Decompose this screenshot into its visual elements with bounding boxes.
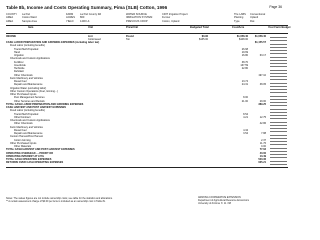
row-item-label: Repairs and Maintenance	[14, 83, 43, 87]
row-total-per-acre: 7.88	[261, 132, 266, 135]
row-item-label: CASH HARVEST AND POST HARVEST EXPENSES	[6, 106, 66, 109]
header-column-4	[234, 14, 265, 24]
row-cost-per-acre: 24.31	[241, 83, 248, 87]
row-item-label: CASH LABOR PREPARATION AND GROWING EXPENSES (including labor tax)	[6, 41, 100, 44]
row-item-label: Other/Contract	[14, 115, 31, 119]
row-cost-per-acre: 4.21	[243, 115, 248, 119]
header-key: COUNTY	[6, 13, 17, 16]
row-item-label: Farm Machinery and Vehicles	[10, 76, 43, 80]
row-item-label: TOTAL CASH OPERATING EXPENSES	[6, 158, 52, 161]
row-item-label: Defoliant	[14, 70, 24, 74]
header-value: Flat	[250, 19, 255, 23]
row-total-per-acre: 635.21	[258, 161, 266, 165]
row-total-per-acre: 38.05	[259, 83, 266, 87]
header-value: Sample Area	[22, 19, 37, 23]
row-cost-per-acre: 8.54	[243, 112, 248, 116]
header-key: WATER SOURCE	[126, 13, 147, 16]
row-cost-per-acre: 22.80	[241, 67, 248, 70]
row-total-per-acre: 520.36	[258, 158, 266, 161]
row-cost-per-acre: 21.00	[241, 99, 248, 103]
header-value: Conventional	[250, 13, 266, 16]
department-name: Department of Agricultural Resource Economics	[198, 199, 249, 202]
table-row	[0, 161, 300, 164]
row-cost-per-acre: 13.74	[241, 80, 248, 83]
row-total-per-acre: $1,058.40	[254, 34, 266, 38]
row-item-label: RETURNS OVER CASH OPERATING EXPENSES	[6, 161, 64, 165]
header-key: ACRES	[66, 16, 75, 20]
row-budget-total: $0.90	[201, 34, 208, 38]
row-cost-per-acre: 3.54	[243, 132, 248, 135]
row-item-label: Pest Management Services	[14, 96, 45, 100]
row-item-label: OPERATING OVERHEAD --- PROFIT OR	[6, 151, 54, 155]
col-head-item: Item	[28, 25, 34, 29]
row-item-label: Irrigation	[14, 54, 24, 57]
row-item-label: INCOME	[6, 34, 16, 38]
row-item-label: TOTAL CASH HARVEST AND POST HARVEST EXPENSES	[6, 148, 75, 152]
header-key: PREVIOUS CROP	[126, 19, 148, 23]
row-total-per-acre: 11.76	[259, 141, 266, 145]
col-head-cost: Cost/Acre	[232, 25, 245, 29]
header-column-1	[6, 14, 37, 24]
row-cost-per-acre: 137.59	[240, 63, 248, 67]
header-key: AREA	[6, 16, 14, 20]
row-total-per-acre: 77.62	[259, 148, 266, 152]
header-value: 1400 Lb	[80, 19, 90, 23]
row-item-label: Cotton Ginning	[14, 138, 31, 142]
header-value: CRIT Irrigation Project	[162, 13, 188, 16]
row-item-label: Other Chemicals	[14, 122, 33, 126]
row-item-label: Fertilizer	[14, 60, 24, 64]
row-item-label: Fixed Labor (including benefits)	[10, 109, 45, 113]
footer-institution	[198, 197, 288, 206]
footnote-2: ** A certain assessment charge of $0.00 per Acre is included as an ownership cost in Table 8c.	[6, 200, 106, 203]
row-cost-per-acre: 8.00	[243, 96, 248, 100]
row-item-label: Hand	[14, 50, 20, 54]
row-item-label: Insecticide	[14, 63, 26, 67]
col-head-price: Price/Unit	[126, 25, 139, 29]
row-item-label: Diesel Fuel	[14, 128, 27, 132]
row-item-label: Other Services and Rentals	[14, 99, 45, 103]
row-cost-per-acre: $1,058.40	[236, 34, 248, 38]
col-head-budget: Budgeted Total	[190, 25, 209, 29]
row-item-label: Custom Harvest/Post Harvest	[10, 135, 43, 139]
header-value: Cotton-Ward	[22, 16, 37, 20]
row-total-per-acre: 389.25	[258, 102, 266, 106]
row-item-label: Other Purchased Inputs	[10, 141, 37, 145]
row-price-unit: Pound	[126, 34, 134, 38]
row-item-label: TOTAL CASH LABOR PREPARATION AND GROWING EXPENSES	[6, 102, 84, 106]
row-total-per-acre: 42.86	[259, 122, 266, 126]
row-item-label: Tractor/Self-Propelled	[14, 112, 39, 116]
institution-name: ARIZONA COOPERATIVE EXTENSION	[198, 196, 241, 199]
row-item-label: OPERATING INTEREST AT 9.5%	[6, 154, 44, 158]
header-key: The LABS	[234, 13, 246, 16]
row-item-label: Herbicide	[14, 67, 25, 70]
row-item-label: Diesel Fuel	[14, 80, 27, 83]
row-total-per-acre: 2.37	[261, 138, 266, 142]
col-head-your-farm: Your Farm Budget	[268, 25, 291, 29]
row-price-unit: Ton	[126, 37, 131, 41]
row-total-per-acre: 13.49	[259, 154, 266, 158]
table-bottom-rule	[6, 167, 288, 168]
page-title: Table 8b, Income and Costs Operating Summary, Pima (SLB) Cotton, 1996	[6, 5, 168, 10]
row-item-label: Chemicals and Custom Applications	[10, 57, 50, 61]
footer-number: 8	[221, 202, 223, 205]
row-total-per-acre: 197.10	[258, 73, 266, 77]
header-key: YIELD	[66, 19, 74, 23]
row-item-label: Other Purchased Inputs	[10, 93, 37, 96]
row-item-label: Farm Machinery and Vehicles	[10, 125, 43, 129]
row-total-per-acre: 12.75	[259, 115, 266, 119]
header-value: Cotton, Upland	[162, 19, 180, 23]
row-item-label: Other Custom Operations (Fuel, Ginning...)	[10, 89, 58, 93]
header-column-3	[126, 14, 188, 24]
your-farm-input-cell[interactable]	[270, 161, 287, 165]
column-headings	[0, 27, 300, 33]
row-total-per-acre: 40.00	[259, 151, 266, 155]
row-total-per-acre: 63.17	[259, 54, 266, 57]
row-cost-per-acre: $108.00	[238, 37, 248, 41]
row-unit: Cottonseed	[88, 37, 101, 41]
row-item-label: Other Materials	[14, 145, 32, 148]
header-value: La Paz	[22, 13, 31, 16]
row-cost-per-acre: 16.80	[241, 54, 248, 57]
row-total-per-acre: 29.00	[259, 99, 266, 103]
header-key: FARM	[66, 13, 74, 16]
row-cost-per-acre: 4.34	[243, 128, 248, 132]
footnote-1: Notes: The values figures are not include ownership costs; see table for the statistics and allocations.	[6, 197, 113, 200]
header-value: 800	[80, 16, 85, 20]
header-value: Upland	[250, 16, 259, 20]
header-value: La Paz County Rd	[80, 13, 102, 16]
row-item-label: Repairs and Maintenance	[14, 132, 43, 135]
header-key: AREA	[6, 19, 14, 23]
footer-notes	[6, 197, 186, 203]
footer-date: 11 / 98	[223, 202, 231, 205]
header-key: Type	[234, 19, 240, 23]
row-item-label: Chemicals and Custom Applications	[10, 119, 50, 122]
row-item-label: Other Chemicals	[14, 73, 33, 77]
header-key: IRRIGATION SYSTEM	[126, 16, 153, 20]
row-item-label: Fixed Labor (including benefits)	[10, 44, 45, 48]
row-total-per-acre: $1,155.57	[254, 41, 266, 44]
header-column-2	[66, 14, 101, 24]
header-value: Furrow	[162, 16, 171, 20]
page-number: Page 36	[269, 5, 282, 9]
header-key: Planting	[234, 16, 244, 20]
row-total-per-acre: 0.00	[261, 145, 266, 148]
university-name: University of Arizona	[198, 202, 220, 205]
row-unit: Lint	[88, 34, 93, 38]
row-item-label: Tractor/Self-Propelled	[14, 47, 39, 51]
row-item-label: Irrigation Water (excluding labor)	[10, 86, 47, 90]
row-budget-total: $135.00	[198, 37, 208, 41]
row-cost-per-acre: 26.68	[241, 47, 248, 51]
row-cost-per-acre: 38.70	[241, 60, 248, 64]
col-head-unit: Unit	[88, 25, 94, 29]
row-cost-per-acre: 19.69	[241, 50, 248, 54]
